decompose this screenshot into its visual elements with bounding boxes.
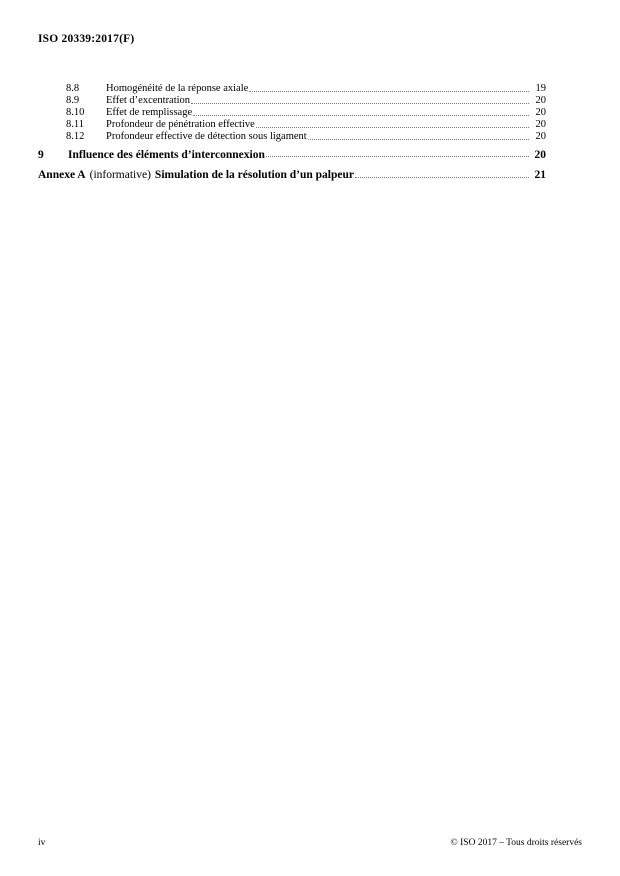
toc-leader-dots — [256, 127, 529, 128]
table-of-contents — [38, 84, 546, 183]
annex-title: Simulation de la résolution d’un palpeur — [154, 169, 354, 181]
toc-entry-title: Effet d’excentration — [106, 95, 191, 106]
toc-entry-number: 9 — [38, 148, 44, 161]
toc-entry[interactable] — [38, 84, 546, 95]
annex-kind: (informative) — [89, 169, 151, 181]
toc-leader-dots — [249, 91, 529, 92]
toc-entry-page: 20 — [535, 131, 546, 142]
footer-copyright: © ISO 2017 – Tous droits réservés — [450, 838, 582, 848]
toc-entry-page: 20 — [535, 119, 546, 130]
toc-entry-page: 19 — [535, 83, 546, 94]
footer-page-number: iv — [38, 838, 46, 848]
toc-entry-annex[interactable] — [38, 170, 546, 182]
annex-label: Annexe A — [38, 169, 86, 181]
toc-entry[interactable] — [38, 120, 546, 131]
toc-entry-number: 8.11 — [66, 119, 84, 130]
toc-leader-dots — [355, 177, 529, 178]
toc-entry-page: 20 — [535, 95, 546, 106]
toc-entry[interactable] — [38, 132, 546, 143]
toc-leader-dots — [191, 103, 529, 104]
toc-entry-number: 8.9 — [66, 95, 80, 106]
toc-entry[interactable] — [38, 108, 546, 119]
toc-entry[interactable] — [38, 96, 546, 107]
toc-entry-number: 8.12 — [66, 131, 85, 142]
toc-leader-dots — [266, 156, 529, 157]
toc-entry-number: 8.10 — [66, 107, 85, 118]
running-header: ISO 20339:2017(F) — [38, 33, 135, 45]
toc-entry-number: 8.8 — [66, 83, 80, 94]
toc-leader-dots — [193, 115, 529, 116]
toc-entry-page: 20 — [535, 107, 546, 118]
toc-entry-title: Profondeur de pénétration effective — [106, 119, 255, 130]
annex-page: 21 — [534, 169, 546, 181]
toc-entry-clause[interactable] — [38, 150, 546, 162]
toc-entry-title: Influence des éléments d’interconnexion — [68, 148, 265, 161]
toc-entry-title: Effet de remplissage — [106, 107, 193, 118]
toc-entry-title: Homogénéité de la réponse axiale — [106, 83, 249, 94]
toc-entry-page: 20 — [534, 148, 546, 161]
toc-leader-dots — [308, 139, 529, 140]
toc-entry-title: Profondeur effective de détection sous ligament — [106, 131, 307, 142]
